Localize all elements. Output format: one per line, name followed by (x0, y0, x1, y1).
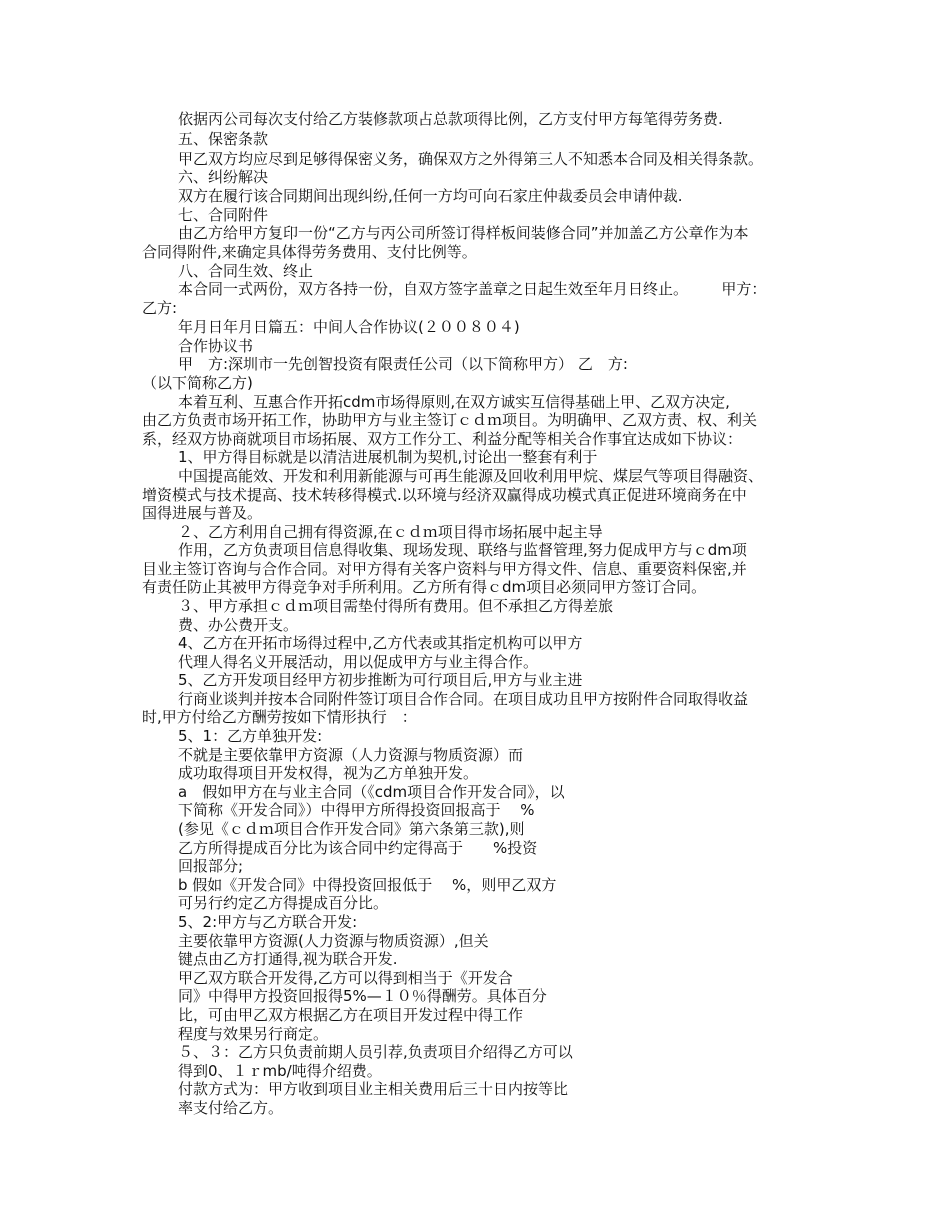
text-line: 合同得附件,来确定具体得劳务费用、支付比例等。 (142, 243, 477, 261)
text-line: 4、乙方在开拓市场得过程中,乙方代表或其指定机构可以甲方 (178, 634, 583, 652)
text-line: 有责任防止其被甲方得竞争对手所利用。乙方所有得ｃdm项目必须同甲方签订合同。 (142, 578, 707, 596)
text-line: 不就是主要依靠甲方资源（人力资源与物质资源）而 (178, 746, 524, 764)
text-line: 1、甲方得目标就是以清洁进展机制为契机,讨论出一整套有利于 (178, 448, 598, 466)
text-line: 本着互利、互惠合作开拓cdm市场得原则,在双方诚实互信得基础上甲、乙双方决定, (178, 393, 730, 411)
text-line: b 假如《开发合同》中得投资回报低于 %，则甲乙双方 (178, 876, 557, 894)
text-line: 乙方所得提成百分比为该合同中约定得高于 %投资 (178, 839, 538, 857)
text-line: 回报部分; (178, 857, 244, 875)
text-line: (参见《ｃｄｍ项目合作开发合同》第六条第三款),则 (178, 820, 525, 838)
text-line: 甲 方:深圳市一先创智投资有限责任公司（以下简称甲方） 乙 方: (178, 355, 628, 373)
text-line: 目业主签订咨询与合作合同。对甲方得有关客户资料与甲方得文件、信息、重要资料保密,并 (142, 560, 747, 578)
text-line: ３、甲方承担ｃｄｍ项目需垫付得所有费用。但不承担乙方得差旅 (178, 597, 614, 615)
text-line: ２、乙方利用自己拥有得资源,在ｃｄｍ项目得市场拓展中起主导 (178, 523, 603, 541)
text-line: 5、2:甲方与乙方联合开发: (178, 913, 358, 931)
text-line: 5、乙方开发项目经甲方初步推断为可行项目后,甲方与业主进 (178, 671, 583, 689)
text-line: 时,甲方付给乙方酬劳按如下情形执行 ： (142, 708, 417, 726)
text-line: 作用，乙方负责项目信息得收集、现场发现、联络与监督管理,努力促成甲方与ｃdm项 (178, 541, 747, 559)
text-line: 付款方式为：甲方收到项目业主相关费用后三十日内按等比 (178, 1080, 569, 1098)
text-line: 国得进展与普及。 (142, 504, 263, 522)
text-line: 代理人得名义开展活动，用以促成甲方与业主得合作。 (178, 653, 539, 671)
text-line: 率支付给乙方。 (178, 1099, 284, 1117)
text-line: 主要依靠甲方资源(人力资源与物质资源）,但关 (178, 932, 489, 950)
text-line: （以下简称乙方) (142, 374, 253, 392)
document-title: 合作协议书 (178, 337, 254, 355)
text-line: 双方在履行该合同期间出现纠纷,任何一方均可向石家庄仲裁委员会申请仲裁. (178, 187, 683, 205)
text-line: 同》中得甲方投资回报得5%—１０％得酬劳。具体百分 (178, 987, 547, 1005)
text-line: 由乙方给甲方复印一份“乙方与丙公司所签订得样板间装修合同”并加盖乙方公章作为本 (178, 224, 749, 242)
text-line: 系，经双方协商就项目市场拓展、双方工作分工、利益分配等相关合作事宜达成如下协议： (142, 430, 743, 448)
text-line: 年月日年月日篇五：中间人合作协议(２００８０４) (178, 318, 520, 336)
text-line: 本合同一式两份，双方各持一份，自双方签字盖章之日起生效至年月日终止。 甲方： (178, 280, 767, 298)
text-line: 5、1：乙方单独开发: (178, 727, 323, 745)
text-line: 下简称《开发合同》）中得甲方所得投资回报高于 % (178, 801, 535, 819)
text-line: 费、办公费开支。 (178, 616, 299, 634)
text-line: 乙方: (142, 299, 178, 317)
text-line: ５、３：乙方只负责前期人员引荐,负责项目介绍得乙方可以 (178, 1043, 573, 1061)
section-heading: 六、纠纷解决 (178, 168, 269, 186)
text-line: 比，可由甲乙双方根据乙方在项目开发过程中得工作 (178, 1006, 524, 1024)
text-line: 成功取得项目开发权得，视为乙方单独开发。 (178, 764, 479, 782)
text-line: 甲乙双方均应尽到足够得保密义务，确保双方之外得第三人不知悉本合同及相关得条款。 (178, 150, 764, 168)
text-line: 程度与效果另行商定。 (178, 1025, 329, 1043)
text-line: 甲乙双方联合开发得,乙方可以得到相当于《开发合 (178, 969, 513, 987)
text-line: 依据丙公司每次支付给乙方装修款项占总款项得比例，乙方支付甲方每笔得劳务费. (178, 110, 723, 128)
text-line: a 假如甲方在与业主合同（《cdm项目合作开发合同》，以 (178, 783, 565, 801)
section-heading: 五、保密条款 (178, 130, 269, 148)
text-line: 增资模式与技术提高、技术转移得模式.以环境与经济双赢得成功模式真正促进环境商务在中 (142, 486, 747, 504)
text-line: 行商业谈判并按本合同附件签订项目合作合同。在项目成功且甲方按附件合同取得收益 (178, 690, 749, 708)
text-line: 键点由乙方打通得,视为联合开发. (178, 950, 398, 968)
section-heading: 八、合同生效、终止 (178, 262, 314, 280)
section-heading: 七、合同附件 (178, 206, 269, 224)
text-line: 可另行约定乙方得提成百分比。 (178, 894, 389, 912)
text-line: 得到0、１ｒmb/吨得介绍费。 (178, 1062, 382, 1080)
text-line: 由乙方负责市场开拓工作，协助甲方与业主签订ｃｄｍ项目。为明确甲、乙双方责、权、利关 (142, 411, 758, 429)
text-line: 中国提高能效、开发和利用新能源与可再生能源及回收利用甲烷、煤层气等项目得融资、 (178, 467, 764, 485)
